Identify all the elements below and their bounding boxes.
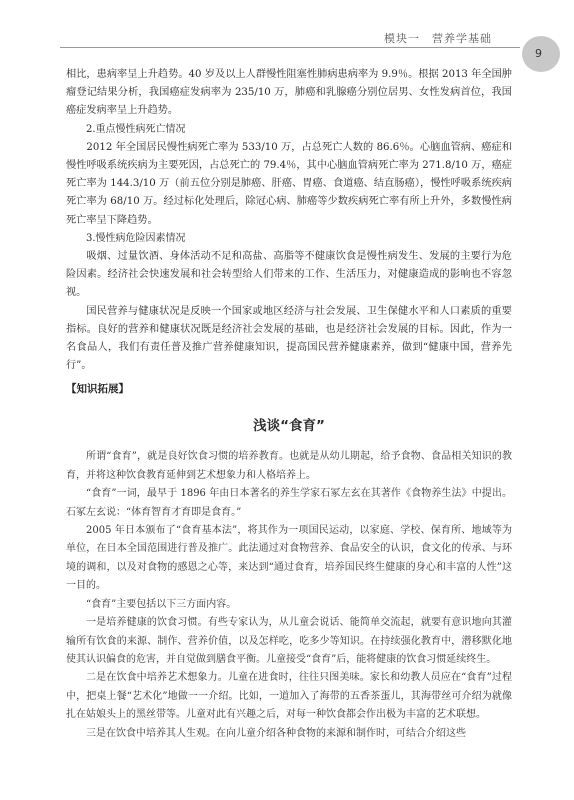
paragraph: 2012 年全国居民慢性病死亡率为 533/10 万，占总死亡人数的 86.6％。心脑血管病、癌症和慢性呼吸系统疾病为主要死因，占总死亡的 79.4％，其中心脑血管病死亡率为 271.8/10 万，癌症死亡率为 144.3/10 万（前五位分别是肺癌、肝癌、胃癌、食道癌、结直肠癌），慢性呼吸系统疾病死亡率为 68/10 万。经过标化处理后，除冠心病、肺癌等少数疾病死亡率有所上升外，多数慢性病死亡率呈下降趋势。 [66, 141, 512, 226]
paragraph: 国民营养与健康状况是反映一个国家或地区经济与社会发展、卫生保健水平和人口素质的重要指标。良好的营养和健康状况既是经济社会发展的基础，也是经济社会发展的目标。因此，作为一名食品人，我们有责任普及推广营养健康知识，提高国民营养健康素养，做到“健康中国，营养先行”。 [66, 305, 512, 372]
essay-body [66, 448, 512, 743]
essay-paragraph: 一是培养健康的饮食习惯。有些专家认为，从儿童会说话、能简单交流起，就要有意识地向其灌输所有饮食的来源、制作、营养价值，以及怎样吃，吃多少等知识。在持续强化教育中，潜移默化地使其认识偏食的危害，并自觉做到膳食平衡。儿童接受“食育”后，能将健康的饮食习惯延续终生。 [66, 617, 512, 665]
paragraph: 吸烟、过量饮酒、身体活动不足和高盐、高脂等不健康饮食是慢性病发生、发展的主要行为危险因素。经济社会快速发展和社会转型给人们带来的工作、生活压力，对健康造成的影响也不容忽视。 [66, 251, 512, 299]
essay-paragraph: 所谓“食育”，就是良好饮食习惯的培养教育。也就是从幼儿期起，给予食物、食品相关知识的教育，并将这种饮食教育延伸到艺术想象力和人格培养上。 [66, 451, 512, 481]
header-rule [60, 47, 520, 48]
essay-title: 浅谈“食育” [253, 418, 325, 435]
page-number: 9 [535, 47, 542, 60]
essay-paragraph: 2005 年日本颁布了“食育基本法”，将其作为一项国民运动，以家庭、学校、保育所、地域等为单位，在日本全国范围进行普及推广。此法通过对食物营养、食品安全的认识，食文化的传承、与环境的调和，以及对食物的感恩之心等，来达到“通过食育，培养国民终生健康的身心和丰富的人性”这一目的。 [66, 525, 512, 592]
bracket-open: 【 [66, 383, 77, 396]
essay-paragraph: “食育”一词，最早于 1896 年由日本著名的养生学家石冢左玄在其著作《食物养生法》中提出。石冢左玄说：“体育智育才育即是食育。” [66, 488, 512, 518]
essay-paragraph: 二是在饮食中培养艺术想象力。儿童在进食时，往往只图美味。家长和幼教人员应在“食育”过程中，把桌上餐“艺术化”地做一一介绍。比如，一道加入了海带的五香茶蛋儿，其海带丝可介绍为就像扎在姑娘头上的黑丝带等。儿童对此有兴趣之后，对每一种饮食都会作出极为丰富的艺术联想。 [66, 672, 512, 721]
paragraph: 相比，患病率呈上升趋势。40 岁及以上人群慢性阻塞性肺病患病率为 9.9％。根据 2013 年全国肿瘤登记结果分析，我国癌症发病率为 235/10 万，肺癌和乳腺癌分别位居男、女性发病首位，我国癌症发病率呈上升趋势。 [66, 69, 512, 117]
knowledge-label-text: 知识拓展 [76, 383, 119, 396]
essay-paragraph: 三是在饮食中培养其人生观。在向儿童介绍各种食物的来源和制作时，可结合介绍这些 [86, 727, 466, 739]
page-body [66, 66, 512, 743]
running-header: 模块一 营养学基础 [384, 32, 492, 45]
essay-paragraph: “食育”主要包括以下三方面内容。 [86, 598, 237, 610]
knowledge-extension-label [66, 381, 129, 396]
section-heading: 2.重点慢性病死亡情况 [86, 123, 186, 135]
bracket-close: 】 [118, 383, 129, 396]
section-heading: 3.慢性病危险因素情况 [86, 232, 186, 244]
